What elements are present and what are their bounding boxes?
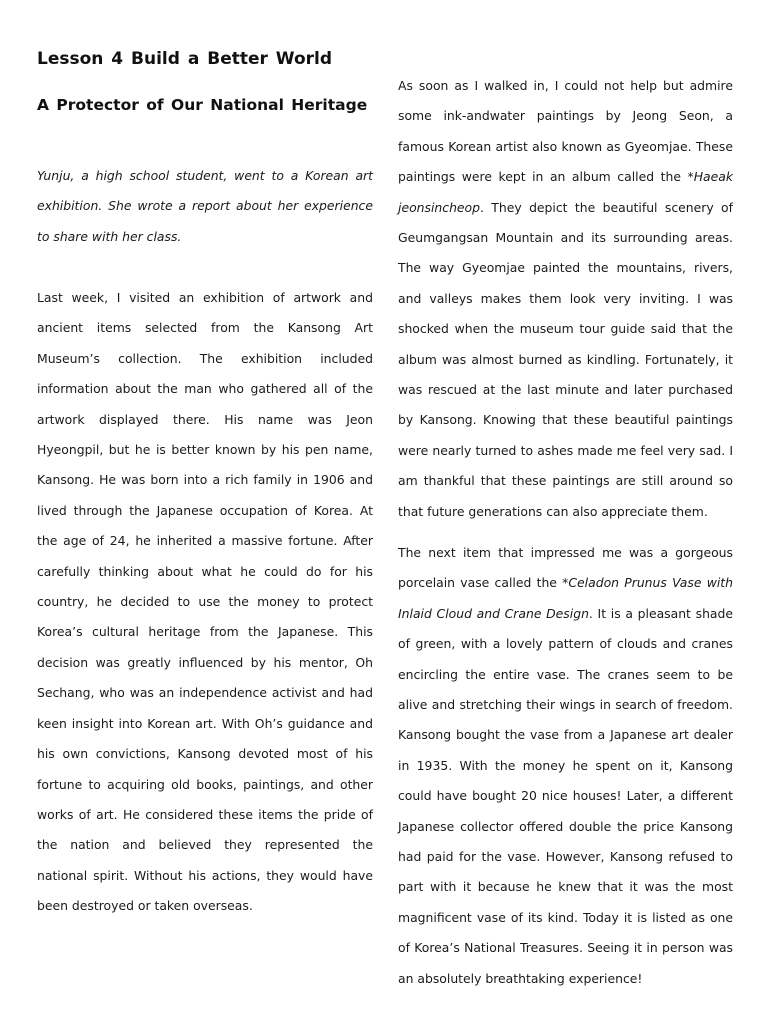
article-title: A Protector of Our National Heritage — [37, 96, 368, 114]
lesson-title: Lesson 4 Build a Better World — [37, 49, 333, 69]
paragraph-text: As soon as I walked in, I could not help but admire some ink-andwater paintings by Jeong Seon, a famous Korean artist also known as Gyeomjae. These paintings were kept in an album called the * — [398, 78, 733, 185]
paragraph-text: The next item that impressed me was a gorgeous porcelain vase called the * — [398, 545, 733, 591]
artwork-title: Celadon Prunus Vase with Inlaid Cloud and Crane Design — [398, 575, 733, 621]
body-paragraph-1: Last week, I visited an exhibition of artwork and ancient items selected from the Kansong Art Museum’s collection. The exhibition included information about the man who gathered all of the artwork displayed there. His name was Jeon Hyeongpil, but he is better known by his pen name, Kansong. He was born into a rich family in 1906 and lived through the Japanese occupation of Korea. At the age of 24, he inherited a massive fortune. After carefully thinking about what he could do for his country, he decided to use the money to protect Korea’s cultural heritage from the Japanese. This decision was greatly influenced by his mentor, Oh Sechang, who was an independence activist and had keen insight into Korean art. With Oh’s guidance and his own convictions, Kansong devoted most of his fortune to acquiring old books, paintings, and other works of art. He considered these items the pride of the nation and believed they represented the national spirit. Without his actions, they would have been destroyed or taken overseas. — [37, 290, 373, 914]
intro-paragraph: Yunju, a high school student, went to a Korean art exhibition. She wrote a report about her experience to share with her class. — [37, 168, 373, 244]
body-paragraph-3 — [398, 538, 733, 994]
artwork-title: Haeak jeonsincheop — [398, 169, 733, 215]
paragraph-text: . It is a pleasant shade of green, with a lovely pattern of clouds and cranes encircling the entire vase. The cranes seem to be alive and stretching their wings in search of freedom. Kansong bought the vase from a Japanese art dealer in 1935. With the money he spent on it, Kansong could have bought 20 nice houses! Later, a different Japanese collector offered double the price Kansong had paid for the vase. However, Kansong refused to part with it because he knew that it was the most magnificent vase of its kind. Today it is listed as one of Korea’s National Treasures. Seeing it in person was an absolutely breathtaking experience! — [398, 605, 733, 986]
body-paragraph-2 — [398, 71, 733, 527]
paragraph-text: . They depict the beautiful scenery of Geumgangsan Mountain and its surrounding areas. The way Gyeomjae painted the mountains, rivers, and valleys makes them look very inviting. I was shocked when the museum tour guide said that the album was almost burned as kindling. Fortunately, it was rescued at the last minute and later purchased by Kansong. Knowing that these beautiful paintings were nearly turned to ashes made me feel very sad. I am thankful that these paintings are still around so that future generations can also appreciate them. — [398, 199, 733, 519]
